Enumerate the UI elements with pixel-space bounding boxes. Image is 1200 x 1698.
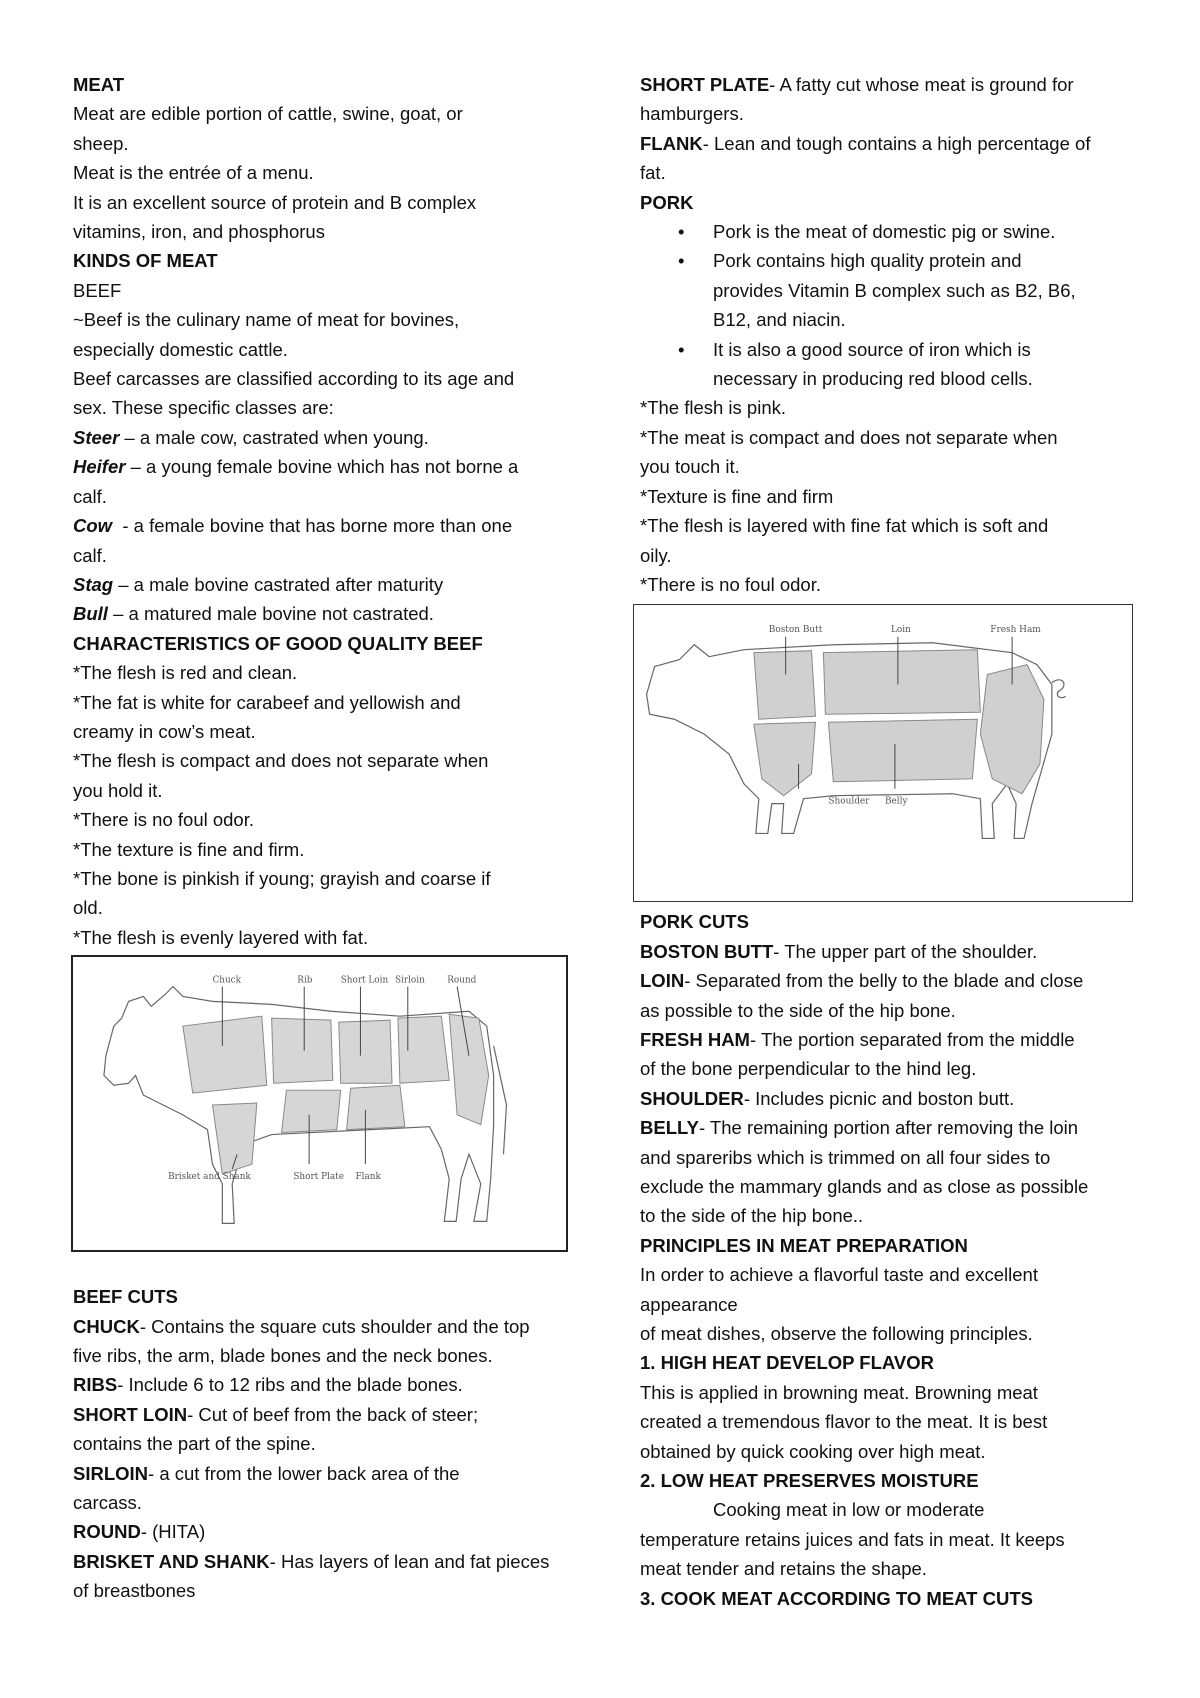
pork-bullet xyxy=(640,335,1140,394)
belly-definition-cont: to the side of the hip bone.. xyxy=(640,1205,864,1227)
characteristic-line: *There is no foul odor. xyxy=(73,809,254,831)
nutrition-line: It is an excellent source of protein and B complex xyxy=(73,191,477,213)
characteristic-line: you hold it. xyxy=(73,779,163,801)
principle-1-line: created a tremendous flavor to the meat. It is best xyxy=(640,1411,1048,1433)
belly-definition-cont: and spareribs which is trimmed on all four sides to xyxy=(640,1146,1051,1168)
right-column xyxy=(640,70,1140,1613)
short-loin-label: Short Loin xyxy=(340,975,389,986)
nutrition-line: vitamins, iron, and phosphorus xyxy=(73,221,325,243)
beef-classes-line: Beef carcasses are classified according to its age and xyxy=(73,368,515,390)
pork-characteristic-line: *The flesh is layered with fine fat which is soft and xyxy=(640,515,1049,537)
loin-definition: LOIN- Separated from the belly to the blade and close xyxy=(640,970,1084,992)
beef-heading: BEEF xyxy=(73,279,122,301)
belly-definition-cont: exclude the mammary glands and as close as possible xyxy=(640,1175,1089,1197)
flank-definition-cont: fat. xyxy=(640,162,666,184)
pork-characteristic-line: *The flesh is pink. xyxy=(640,397,787,419)
pork-cuts-diagram xyxy=(633,604,1133,902)
short-loin-cut xyxy=(339,1020,392,1083)
round-cut xyxy=(449,1014,488,1124)
beef-classes-line: sex. These specific classes are: xyxy=(73,397,334,419)
round-definition: ROUND- (HITA) xyxy=(73,1521,206,1543)
fresh-ham-label: Fresh Ham xyxy=(990,625,1041,636)
pork-bullet-line: necessary in producing red blood cells. xyxy=(713,368,1033,390)
pork-cuts-heading: PORK CUTS xyxy=(640,911,749,933)
shoulder-cut xyxy=(754,723,816,797)
principle-2-line: temperature retains juices and fats in meat. It keeps xyxy=(640,1528,1065,1550)
pork-characteristic-line: *Texture is fine and firm xyxy=(640,485,834,507)
bullet-icon: • xyxy=(678,221,685,243)
fresh-ham-definition-cont: of the bone perpendicular to the hind leg. xyxy=(640,1058,977,1080)
principle-2-heading: 2. LOW HEAT PRESERVES MOISTURE xyxy=(640,1470,979,1492)
pig-illustration xyxy=(634,605,1132,901)
rib-cut xyxy=(272,1018,333,1083)
pork-characteristic-line: you touch it. xyxy=(640,456,740,478)
ribs-definition: RIBS- Include 6 to 12 ribs and the blade bones. xyxy=(73,1374,463,1396)
principles-intro-line: of meat dishes, observe the following principles. xyxy=(640,1323,1033,1344)
bullet-icon: • xyxy=(678,338,685,360)
beef-cuts-diagram xyxy=(71,955,568,1252)
principles-intro-line: appearance xyxy=(640,1293,738,1315)
short-plate-cut xyxy=(282,1090,341,1132)
shoulder-label: Shoulder xyxy=(828,796,870,807)
meat-definition-line: sheep. xyxy=(73,132,129,154)
cow-illustration xyxy=(73,957,566,1250)
principle-2-first-line: Cooking meat in low or moderate xyxy=(713,1499,985,1521)
beef-definition-line: especially domestic cattle. xyxy=(73,338,288,360)
sirloin-definition-cont: carcass. xyxy=(73,1492,142,1514)
characteristic-line: *The fat is white for carabeef and yellowish and xyxy=(73,691,461,713)
heifer-definition: Heifer – a young female bovine which has not borne a xyxy=(73,456,519,478)
boston-butt-cut xyxy=(754,651,816,720)
pork-bullet xyxy=(640,217,1140,246)
short-plate-definition: SHORT PLATE- A fatty cut whose meat is ground for xyxy=(640,74,1074,95)
characteristic-line: *The flesh is evenly layered with fat. xyxy=(73,926,369,948)
brisket-shank-label: Brisket and Shank xyxy=(168,1172,251,1183)
pork-bullet-line: B12, and niacin. xyxy=(713,309,846,331)
boston-butt-definition: BOSTON BUTT- The upper part of the shoulder. xyxy=(640,940,1038,962)
beef-cuts-heading: BEEF CUTS xyxy=(73,1286,178,1308)
flank-definition: FLANK- Lean and tough contains a high percentage of xyxy=(640,132,1091,154)
pork-bullet-line: provides Vitamin B complex such as B2, B6, xyxy=(713,279,1076,301)
characteristics-heading: CHARACTERISTICS OF GOOD QUALITY BEEF xyxy=(73,632,483,654)
principles-intro-line: In order to achieve a flavorful taste and excellent xyxy=(640,1264,1038,1286)
pork-heading: PORK xyxy=(640,191,694,213)
pork-bullet xyxy=(640,246,1140,334)
chuck-label: Chuck xyxy=(212,975,241,986)
cow-definition: Cow - a female bovine that has borne more than one xyxy=(73,515,513,537)
meat-definition-line: Meat are edible portion of cattle, swine, goat, or xyxy=(73,103,463,125)
chuck-definition-cont: five ribs, the arm, blade bones and the neck bones. xyxy=(73,1345,493,1366)
kinds-heading: KINDS OF MEAT xyxy=(73,250,218,272)
short-loin-definition-cont: contains the part of the spine. xyxy=(73,1433,316,1455)
belly-label: Belly xyxy=(884,796,908,807)
sirloin-definition: SIRLOIN- a cut from the lower back area of the xyxy=(73,1462,460,1484)
brisket-definition: BRISKET AND SHANK- Has layers of lean and fat pieces xyxy=(73,1550,550,1572)
rib-label: Rib xyxy=(297,975,313,986)
characteristic-line: *The flesh is compact and does not separate when xyxy=(73,750,489,772)
principle-3-heading: 3. COOK MEAT ACCORDING TO MEAT CUTS xyxy=(640,1587,1033,1609)
belly-definition: BELLY- The remaining portion after removing the loin xyxy=(640,1117,1079,1139)
characteristic-line: creamy in cow’s meat. xyxy=(73,720,256,742)
chuck-definition: CHUCK- Contains the square cuts shoulder and the top xyxy=(73,1315,530,1337)
characteristic-line: *The bone is pinkish if young; grayish and coarse if xyxy=(73,867,491,889)
principle-2-line: meat tender and retains the shape. xyxy=(640,1558,927,1580)
round-label: Round xyxy=(447,975,477,986)
steer-definition: Steer – a male cow, castrated when young. xyxy=(73,426,429,448)
characteristic-line: *The flesh is red and clean. xyxy=(73,662,298,684)
sirloin-cut xyxy=(398,1016,449,1083)
brisket-definition-cont: of breastbones xyxy=(73,1580,196,1602)
shoulder-definition: SHOULDER- Includes picnic and boston butt. xyxy=(640,1087,1015,1109)
short-loin-definition: SHORT LOIN- Cut of beef from the back of steer; xyxy=(73,1403,479,1425)
brisket-shank-cut xyxy=(212,1103,256,1174)
bullet-icon: • xyxy=(678,250,685,272)
cow-definition-cont: calf. xyxy=(73,544,107,566)
characteristic-line: old. xyxy=(73,897,103,919)
pork-characteristic-line: *There is no foul odor. xyxy=(640,573,821,595)
heifer-definition-cont: calf. xyxy=(73,485,107,507)
loin-cut xyxy=(823,650,980,715)
sirloin-label: Sirloin xyxy=(394,975,425,986)
flank-label: Flank xyxy=(355,1172,381,1183)
pork-characteristic-line: oily. xyxy=(640,544,672,566)
boston-butt-label: Boston Butt xyxy=(768,625,823,636)
short-plate-definition-cont: hamburgers. xyxy=(640,103,744,125)
meat-heading: MEAT xyxy=(73,74,125,95)
principles-heading: PRINCIPLES IN MEAT PREPARATION xyxy=(640,1234,968,1256)
fresh-ham-definition: FRESH HAM- The portion separated from the middle xyxy=(640,1028,1075,1050)
loin-definition-cont: as possible to the side of the hip bone. xyxy=(640,999,956,1021)
flank-cut xyxy=(347,1085,405,1129)
loin-label: Loin xyxy=(890,625,911,636)
principle-1-heading: 1. HIGH HEAT DEVELOP FLAVOR xyxy=(640,1352,934,1374)
entree-text: Meat is the entrée of a menu. xyxy=(73,162,314,184)
pork-bullet-line: Pork is the meat of domestic pig or swine. xyxy=(713,221,1056,243)
pork-bullet-line: Pork contains high quality protein and xyxy=(713,250,1022,272)
beef-definition-line: ~Beef is the culinary name of meat for bovines, xyxy=(73,309,460,331)
pork-bullet-line: It is also a good source of iron which is xyxy=(713,338,1031,360)
pork-characteristic-line: *The meat is compact and does not separate when xyxy=(640,426,1058,448)
belly-cut xyxy=(828,720,977,783)
principle-1-line: This is applied in browning meat. Browning meat xyxy=(640,1381,1038,1403)
stag-definition: Stag – a male bovine castrated after maturity xyxy=(73,573,444,595)
chuck-cut xyxy=(183,1016,267,1093)
principle-1-line: obtained by quick cooking over high meat. xyxy=(640,1440,986,1462)
characteristic-line: *The texture is fine and firm. xyxy=(73,838,305,860)
short-plate-label: Short Plate xyxy=(293,1172,344,1183)
bull-definition: Bull – a matured male bovine not castrated. xyxy=(73,603,434,625)
left-column xyxy=(73,70,573,1606)
